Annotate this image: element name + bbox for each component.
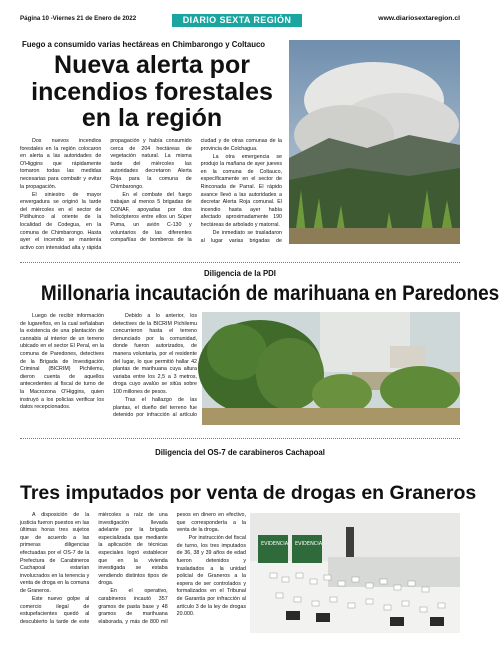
article-2-kicker: Diligencia de la PDI xyxy=(204,269,276,278)
article-1-paragraph: En el combate del fuego trabajan al menos 5 brigadas de CONAF, apoyadas por dos helicópteros entre ellos un Súper Puma, un avión C-130 y voluntarios de las diferentes compañías de bomberos de la ciudad y de otras comunas de la provincia de Colchagua. xyxy=(110,138,282,244)
article-3-paragraph: A disposición de la justicia fueron puestos en las últimas horas tres sujetos que de acuerdo a las primeras diligencias efectuadas por el OS-7 de la Prefectura de Carabineros Cachapoal estarían involucrados en la tenencia y venta de droga en la comuna de Graneros. xyxy=(20,512,90,594)
article-2-headline xyxy=(40,282,499,305)
article-1-paragraph: Dos nuevos incendios forestales en la región colocaron en alerta a las autoridades de O'Higgins que rápidamente tomaron todas las medidas necesarias para combatir y evitar la propagación. xyxy=(20,138,102,190)
website-url[interactable]: www.diariosextaregion.cl xyxy=(378,15,460,22)
article-1-headline-line-2: incendios forestales xyxy=(31,77,273,106)
article-2-paragraph: Luego de recibir información de lugareños, en la cual señalaban la existencia de una plantación de cannabis al interior de un terreno ubicado en el sector El Peral, en la comuna de Paredones, detectives de la Brigada de Investigación Criminal (BICRIM) Pichilemu, dieron cuenta de aquellos antecedentes al fiscal de turno de la Macrozona O'Higgins, quien instruyó a los policías verificar los datos recepcionados. xyxy=(20,313,104,411)
article-1-headline-line-1: Nueva alerta por xyxy=(54,51,250,79)
article-2-paragraph: Tras el hallazgo de las plantas, el dueño del terreno fue detenido por infracción al artículo xyxy=(113,397,197,419)
evidence-label-2: EVIDENCIA xyxy=(295,541,323,547)
article-1-photo-wildfire xyxy=(289,40,460,244)
article-3-body xyxy=(20,512,246,636)
article-3-paragraph: Este nuevo golpe al comercio ilegal de estupefacientes quedó al descubierto la tarde de este miércoles a raíz de una investigación llevada adelante por la brigada especializada que mediante la aplicación de técnicas especiales logró establecer que en la vivienda investigada se estaba vendiendo distintos tipos de droga. xyxy=(20,512,168,625)
article-1-paragraph: El siniestro de mayor envergadura se originó la tarde del miércoles en el sector de Pidihuinco al oriente de la localidad de Codegua, en la comuna de Chimbarongo. Hasta ayer el incendio se mantenía activo con intensidad alta y rápida propagación y había consumido cerca de 204 hectáreas de vegetación natural. La misma tarde del miércoles las autoridades decretaron Alerta Roja para la comuna de Chimbarongo. xyxy=(20,138,192,251)
article-1-headline-line-3: en la región xyxy=(81,104,223,132)
brand-name: DIARIO SEXTA REGIÓN xyxy=(182,15,292,25)
article-3-kicker: Diligencia del OS-7 de carabineros Cachapoal xyxy=(155,448,325,457)
article-3-photo-seized-drugs xyxy=(250,513,460,633)
article-2-paragraph: Debido a lo anterior, los detectives de la BICRIM Pichilemu concurrieron hasta el terreno denunciado por la comunidad, donde fueron autorizados, de manera voluntaria, por el residente del lugar, lo que permitió hallar 42 plantas de marihuana cuya altura variaba entre los 2,5 a 3 metros, droga cuyo avalúo se sitúa sobre 100 millones de pesos. xyxy=(113,313,197,395)
article-1-paragraph: De inmediato se trasladaron al lugar varias brigadas de xyxy=(200,230,282,244)
brand-banner xyxy=(172,14,302,27)
article-3-headline xyxy=(20,482,477,504)
article-1-headline xyxy=(20,52,284,132)
article-1-body xyxy=(20,138,282,256)
article-2-body xyxy=(20,313,197,427)
article-divider xyxy=(20,262,460,263)
article-1-paragraph: La otra emergencia se produjo la mañana de ayer jueves en la comuna de Coltauco, específicamente en el sector de Rinconada de Parral. El rápido avance llevó a las autoridades a decretar Alerta Roja comunal. El incendio hasta ayer había afectado aproximadamente 190 hectáreas de arbolado y matorral. xyxy=(200,153,282,229)
page-header xyxy=(0,14,480,28)
article-divider xyxy=(20,438,460,439)
article-2-photo-marijuana-plants xyxy=(202,312,460,425)
article-3-headline-line-1: Tres imputados por venta de drogas en Graneros xyxy=(20,482,477,504)
article-2-headline-line-1: Millonaria incautación de marihuana en Paredones xyxy=(40,282,499,305)
article-3-paragraph: Por instrucción del fiscal de turno, los tres imputados de 36, 38 y 39 años de edad fueron detenidos y trasladados a la unidad policial de Graneros a la espera de ser controlados y formalizados en el Tribunal de Garantía por infracción al artículo 3 de la ley de drogas 20.000. xyxy=(176,535,246,618)
article-3-paragraph: En el operativo, carabineros incautó 357 gramos de pasta base y 48 gramos de marihuana elaborada, y más de 800 mil pesos en dinero en efectivo, que correspondería a la venta de la droga. xyxy=(98,512,246,625)
evidence-label-1: EVIDENCIA xyxy=(261,541,289,547)
page-date-info: Página 10 -Viernes 21 de Enero de 2022 xyxy=(20,15,137,22)
article-1-kicker: Fuego a consumido varias hectáreas en Chimbarongo y Coltauco xyxy=(22,40,266,49)
